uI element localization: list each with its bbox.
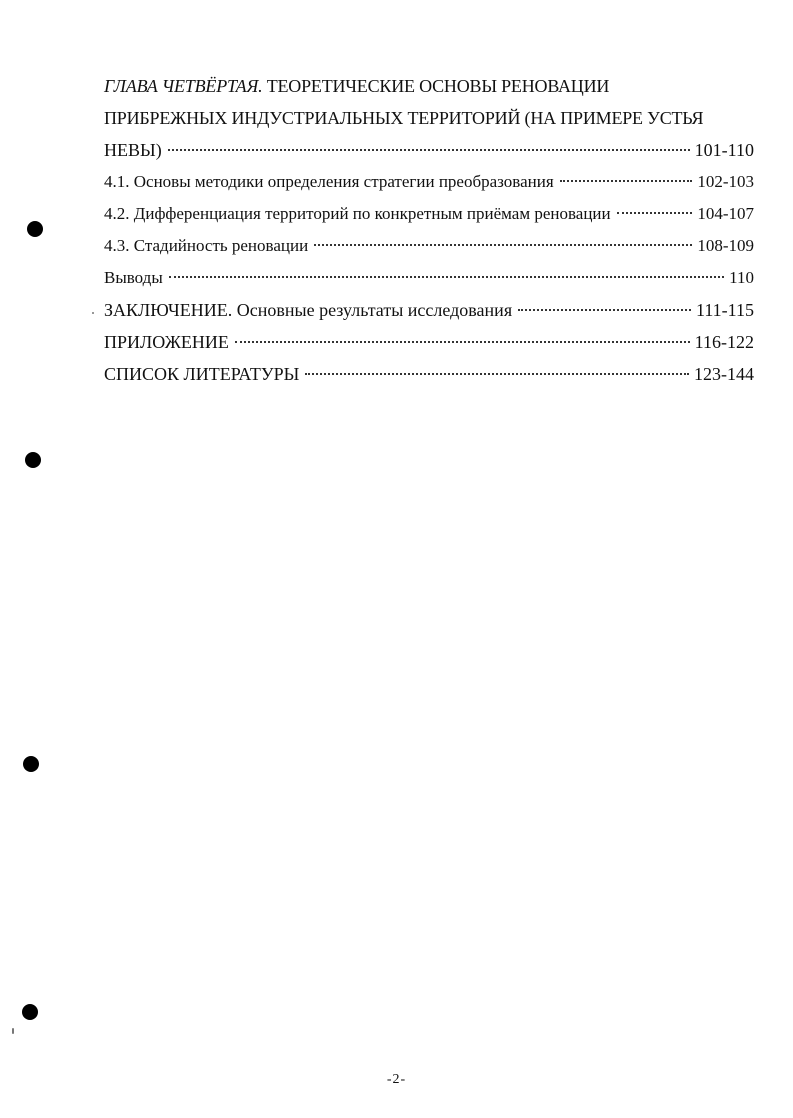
toc-entry (104, 294, 754, 326)
toc-entry-label: ПРИЛОЖЕНИЕ (104, 332, 229, 352)
chapter-heading-line-2 (104, 102, 754, 134)
toc-entry-label: Выводы (104, 268, 163, 287)
toc-entry (104, 358, 754, 390)
toc-entry-label: 4.3. Стадийность реновации (104, 236, 309, 255)
scan-speck (12, 1028, 14, 1034)
toc-entry-pages: 108-109 (697, 236, 754, 255)
binder-hole (22, 1004, 38, 1020)
toc-entry-label: СПИСОК ЛИТЕРАТУРЫ (104, 364, 300, 384)
binder-hole (23, 756, 39, 772)
scan-speck (92, 312, 94, 314)
toc-entry-pages: 101-110 (694, 140, 754, 160)
dot-leader (235, 341, 690, 343)
toc-entry-pages: 111-115 (696, 300, 754, 320)
binder-hole (27, 221, 43, 237)
dot-leader (617, 212, 693, 214)
toc-entry-pages: 110 (729, 268, 754, 287)
chapter-heading-title: ТЕОРЕТИЧЕСКИЕ ОСНОВЫ РЕНОВАЦИИ (266, 76, 610, 96)
toc-entry-label: 4.1. Основы методики определения стратегии преобразования (104, 172, 554, 191)
toc-entry-pages: 123-144 (694, 364, 754, 384)
toc-entry (104, 166, 754, 198)
dot-leader (314, 244, 692, 246)
toc-entry-label: 4.2. Дифференциация территорий по конкретным приёмам реновации (104, 204, 611, 223)
toc-entry-pages: 116-122 (694, 332, 754, 352)
toc-entry-chapter (104, 134, 754, 166)
toc-entry (104, 262, 754, 294)
binder-hole (25, 452, 41, 468)
dot-leader (305, 373, 689, 375)
toc-entry-label: ЗАКЛЮЧЕНИЕ. Основные результаты исследования (104, 300, 513, 320)
toc-entry-pages: 104-107 (697, 204, 754, 223)
dot-leader (169, 276, 724, 278)
dot-leader (518, 309, 691, 311)
toc-entry-label: НЕВЫ) (104, 140, 162, 160)
chapter-heading-line-1 (104, 70, 754, 102)
toc-entry (104, 326, 754, 358)
dot-leader (560, 180, 693, 182)
toc-entry (104, 230, 754, 262)
page-number: -2- (386, 1072, 407, 1087)
chapter-heading-italic: ГЛАВА ЧЕТВЁРТАЯ. (104, 76, 263, 96)
toc-entry-pages: 102-103 (697, 172, 754, 191)
chapter-heading-title: ПРИБРЕЖНЫХ ИНДУСТРИАЛЬНЫХ ТЕРРИТОРИЙ (НА ПРИМЕРЕ УСТЬЯ (104, 108, 704, 128)
table-of-contents (104, 70, 754, 390)
dot-leader (168, 149, 690, 151)
toc-entry (104, 198, 754, 230)
